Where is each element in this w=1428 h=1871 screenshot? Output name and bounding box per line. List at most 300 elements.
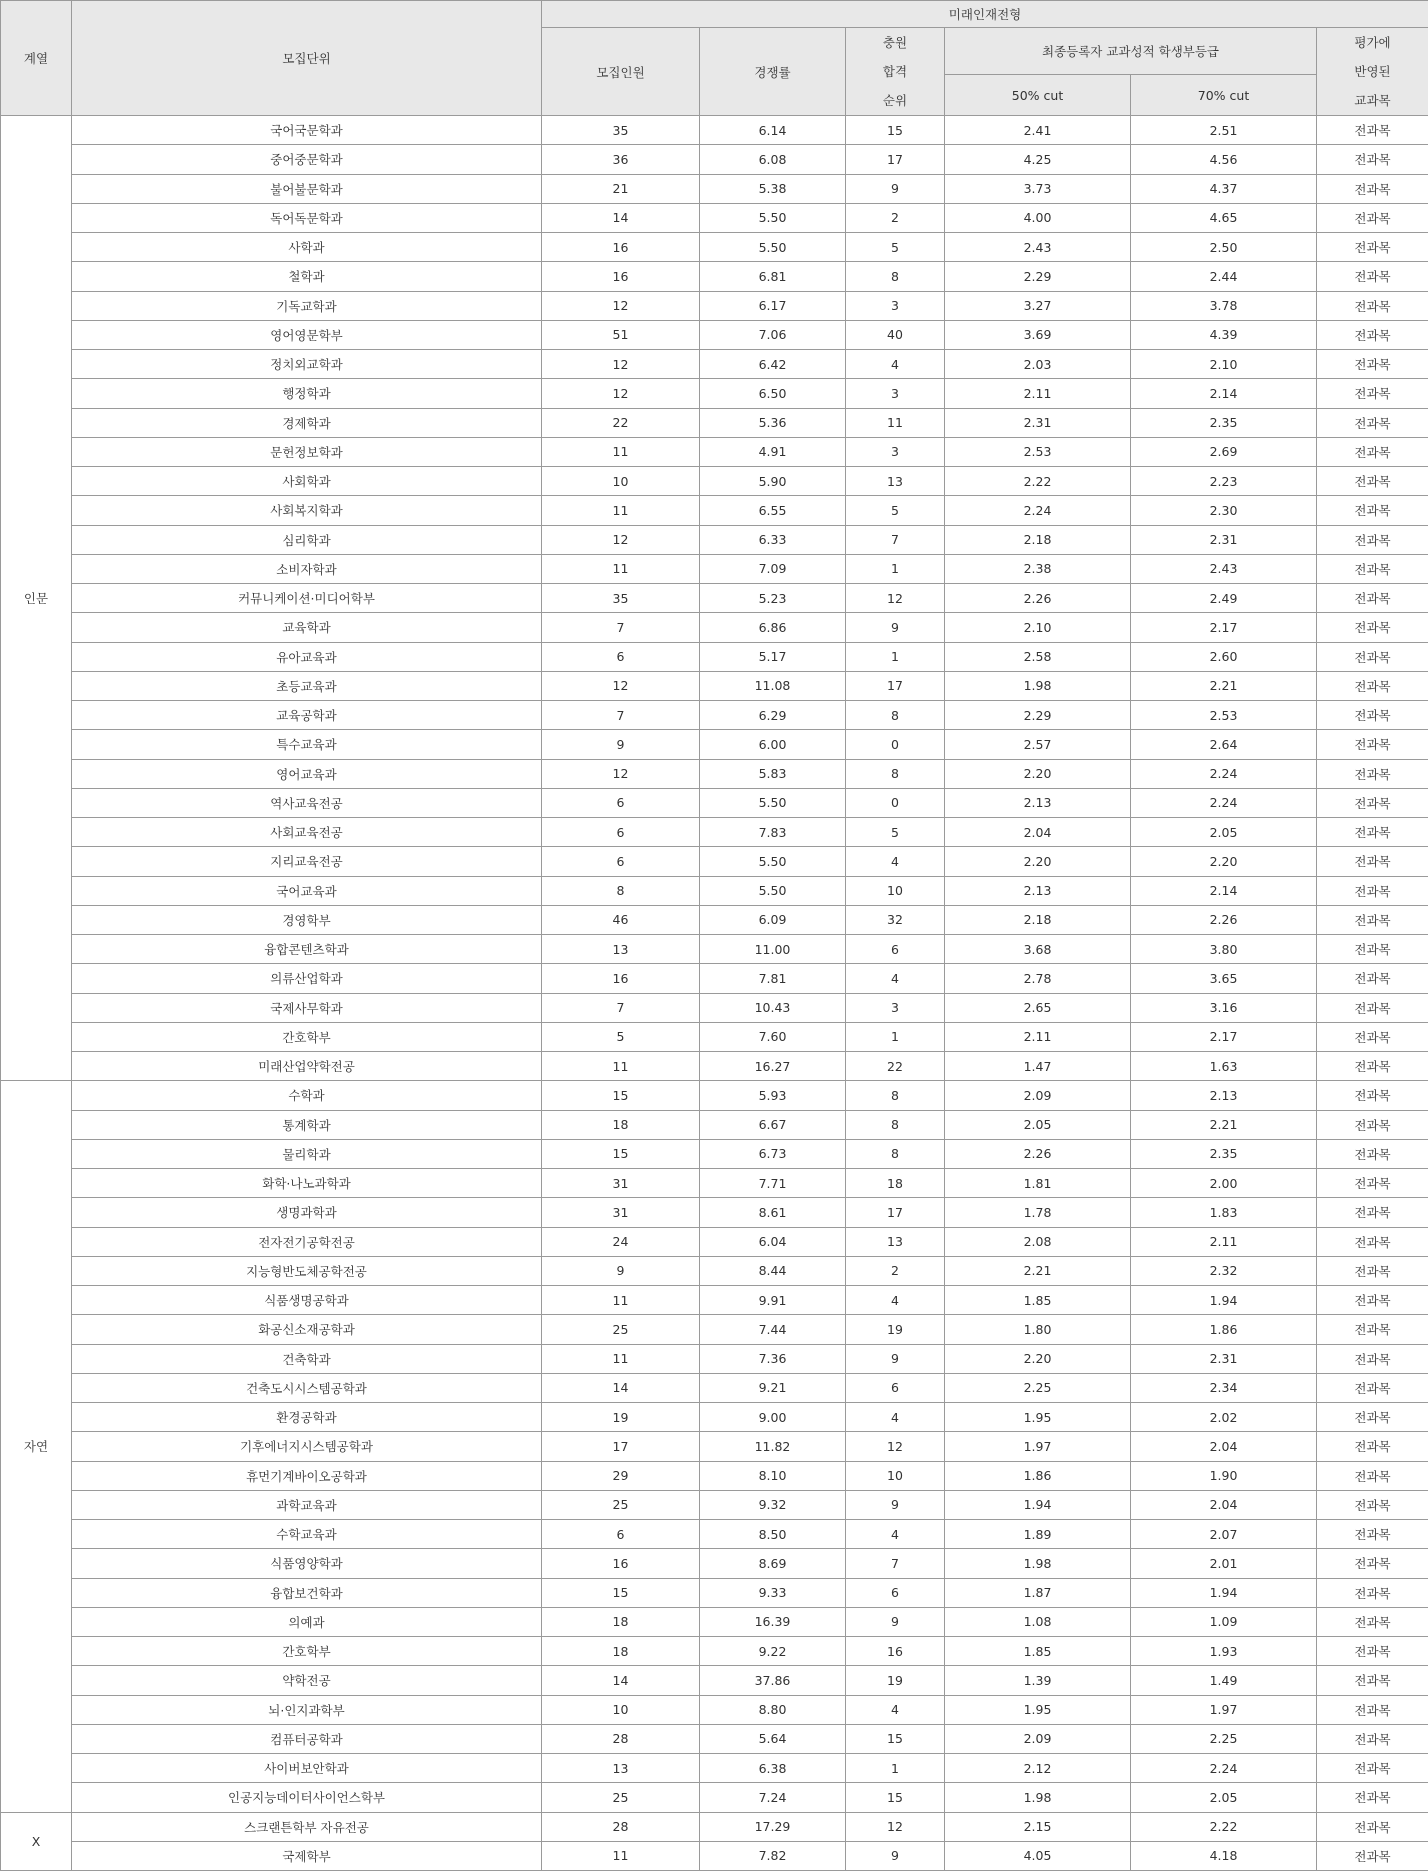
ratio-cell: 10.43: [700, 993, 846, 1022]
ratio-cell: 6.38: [700, 1754, 846, 1783]
table-row: [1, 935, 1428, 964]
table-row: [1, 1578, 1428, 1607]
cut70-cell: 1.97: [1131, 1695, 1317, 1724]
unit-cell: 생명과학과: [72, 1198, 542, 1227]
table-row: [1, 1461, 1428, 1490]
rank-cell: 8: [846, 759, 945, 788]
quota-cell: 10: [542, 1695, 700, 1724]
unit-cell: 독어독문학과: [72, 203, 542, 232]
table-row: [1, 1286, 1428, 1315]
subject-cell: 전과목: [1317, 1490, 1428, 1519]
cut70-cell: 3.65: [1131, 964, 1317, 993]
subject-cell: 전과목: [1317, 116, 1428, 145]
unit-cell: 국어교육과: [72, 876, 542, 905]
quota-cell: 12: [542, 525, 700, 554]
cut70-cell: 1.83: [1131, 1198, 1317, 1227]
table-row: [1, 1403, 1428, 1432]
rank-cell: 12: [846, 1432, 945, 1461]
ratio-cell: 8.61: [700, 1198, 846, 1227]
quota-cell: 19: [542, 1403, 700, 1432]
cut50-cell: 2.03: [945, 350, 1131, 379]
cut70-cell: 2.13: [1131, 1081, 1317, 1110]
quota-cell: 12: [542, 379, 700, 408]
ratio-cell: 6.09: [700, 905, 846, 934]
quota-cell: 18: [542, 1110, 700, 1139]
ratio-cell: 6.81: [700, 262, 846, 291]
subject-cell: 전과목: [1317, 554, 1428, 583]
ratio-cell: 5.50: [700, 203, 846, 232]
cut50-cell: 2.29: [945, 262, 1131, 291]
quota-cell: 25: [542, 1783, 700, 1812]
rank-cell: 4: [846, 1286, 945, 1315]
rank-cell: 13: [846, 467, 945, 496]
quota-cell: 36: [542, 145, 700, 174]
rank-cell: 1: [846, 642, 945, 671]
rank-cell: 6: [846, 935, 945, 964]
cut70-cell: 2.23: [1131, 467, 1317, 496]
cut70-cell: 2.50: [1131, 233, 1317, 262]
ratio-cell: 9.32: [700, 1490, 846, 1519]
rank-cell: 22: [846, 1052, 945, 1081]
unit-cell: 식품생명공학과: [72, 1286, 542, 1315]
cut50-cell: 2.18: [945, 525, 1131, 554]
quota-cell: 35: [542, 116, 700, 145]
cut70-cell: 3.16: [1131, 993, 1317, 1022]
cut50-cell: 4.25: [945, 145, 1131, 174]
rank-cell: 4: [846, 964, 945, 993]
cut50-cell: 2.78: [945, 964, 1131, 993]
table-row: [1, 1227, 1428, 1256]
ratio-cell: 7.71: [700, 1169, 846, 1198]
cut70-cell: 2.14: [1131, 379, 1317, 408]
ratio-cell: 7.83: [700, 818, 846, 847]
subject-cell: 전과목: [1317, 818, 1428, 847]
cut70-cell: 2.04: [1131, 1490, 1317, 1519]
unit-cell: 국제학부: [72, 1841, 542, 1870]
quota-cell: 17: [542, 1432, 700, 1461]
header-quota: 모집인원: [542, 28, 700, 116]
ratio-cell: 8.80: [700, 1695, 846, 1724]
ratio-cell: 5.50: [700, 233, 846, 262]
unit-cell: 국제사무학과: [72, 993, 542, 1022]
ratio-cell: 5.38: [700, 174, 846, 203]
group-cell: 자연: [1, 1081, 72, 1812]
unit-cell: 휴먼기계바이오공학과: [72, 1461, 542, 1490]
cut70-cell: 2.05: [1131, 818, 1317, 847]
table-row: [1, 876, 1428, 905]
unit-cell: 지리교육전공: [72, 847, 542, 876]
cut50-cell: 4.05: [945, 1841, 1131, 1870]
cut50-cell: 2.26: [945, 1139, 1131, 1168]
subject-cell: 전과목: [1317, 145, 1428, 174]
cut50-cell: 1.08: [945, 1607, 1131, 1636]
ratio-cell: 7.44: [700, 1315, 846, 1344]
cut70-cell: 4.37: [1131, 174, 1317, 203]
cut50-cell: 2.20: [945, 1344, 1131, 1373]
cut70-cell: 2.30: [1131, 496, 1317, 525]
ratio-cell: 9.21: [700, 1373, 846, 1402]
subject-cell: 전과목: [1317, 1461, 1428, 1490]
rank-cell: 17: [846, 1198, 945, 1227]
cut50-cell: 1.81: [945, 1169, 1131, 1198]
ratio-cell: 6.00: [700, 730, 846, 759]
unit-cell: 유아교육과: [72, 642, 542, 671]
rank-cell: 6: [846, 1578, 945, 1607]
unit-cell: 건축도시시스템공학과: [72, 1373, 542, 1402]
quota-cell: 8: [542, 876, 700, 905]
cut50-cell: 1.86: [945, 1461, 1131, 1490]
cut70-cell: 1.49: [1131, 1666, 1317, 1695]
quota-cell: 11: [542, 1344, 700, 1373]
rank-cell: 1: [846, 1022, 945, 1051]
header-group: 계열: [1, 1, 72, 116]
subject-cell: 전과목: [1317, 1666, 1428, 1695]
rank-cell: 3: [846, 291, 945, 320]
cut50-cell: 2.31: [945, 408, 1131, 437]
rank-cell: 3: [846, 993, 945, 1022]
rank-cell: 2: [846, 1256, 945, 1285]
ratio-cell: 4.91: [700, 437, 846, 466]
cut70-cell: 4.56: [1131, 145, 1317, 174]
cut70-cell: 2.34: [1131, 1373, 1317, 1402]
unit-cell: 문헌정보학과: [72, 437, 542, 466]
table-row: [1, 1812, 1428, 1841]
table-row: [1, 1724, 1428, 1753]
table-row: [1, 116, 1428, 145]
cut50-cell: 2.09: [945, 1081, 1131, 1110]
rank-cell: 7: [846, 525, 945, 554]
subject-cell: 전과목: [1317, 1783, 1428, 1812]
ratio-cell: 6.33: [700, 525, 846, 554]
unit-cell: 컴퓨터공학과: [72, 1724, 542, 1753]
ratio-cell: 8.69: [700, 1549, 846, 1578]
cut70-cell: 2.60: [1131, 642, 1317, 671]
quota-cell: 31: [542, 1198, 700, 1227]
subject-cell: 전과목: [1317, 701, 1428, 730]
quota-cell: 35: [542, 584, 700, 613]
cut50-cell: 2.11: [945, 1022, 1131, 1051]
table-row: [1, 496, 1428, 525]
ratio-cell: 6.86: [700, 613, 846, 642]
quota-cell: 14: [542, 1666, 700, 1695]
cut50-cell: 2.12: [945, 1754, 1131, 1783]
quota-cell: 29: [542, 1461, 700, 1490]
unit-cell: 간호학부: [72, 1022, 542, 1051]
quota-cell: 21: [542, 174, 700, 203]
unit-cell: 수학교육과: [72, 1520, 542, 1549]
unit-cell: 인공지능데이터사이언스학부: [72, 1783, 542, 1812]
table-row: [1, 1315, 1428, 1344]
header-unit: 모집단위: [72, 1, 542, 116]
table-row: [1, 525, 1428, 554]
cut50-cell: 1.80: [945, 1315, 1131, 1344]
cut50-cell: 1.94: [945, 1490, 1131, 1519]
table-row: [1, 291, 1428, 320]
subject-cell: 전과목: [1317, 642, 1428, 671]
ratio-cell: 8.44: [700, 1256, 846, 1285]
rank-cell: 8: [846, 701, 945, 730]
unit-cell: 소비자학과: [72, 554, 542, 583]
quota-cell: 11: [542, 496, 700, 525]
rank-cell: 18: [846, 1169, 945, 1198]
cut50-cell: 2.65: [945, 993, 1131, 1022]
rank-cell: 4: [846, 1695, 945, 1724]
unit-cell: 커뮤니케이션·미디어학부: [72, 584, 542, 613]
cut70-cell: 2.11: [1131, 1227, 1317, 1256]
cut50-cell: 2.58: [945, 642, 1131, 671]
header-cut70: 70% cut: [1131, 75, 1317, 116]
unit-cell: 중어중문학과: [72, 145, 542, 174]
unit-cell: 초등교육과: [72, 671, 542, 700]
header-rank: 충원 합격 순위: [846, 28, 945, 116]
cut70-cell: 4.39: [1131, 320, 1317, 349]
subject-cell: 전과목: [1317, 1841, 1428, 1870]
quota-cell: 25: [542, 1315, 700, 1344]
subject-cell: 전과목: [1317, 1286, 1428, 1315]
quota-cell: 24: [542, 1227, 700, 1256]
cut50-cell: 1.47: [945, 1052, 1131, 1081]
rank-cell: 4: [846, 1520, 945, 1549]
quota-cell: 12: [542, 759, 700, 788]
cut50-cell: 2.20: [945, 847, 1131, 876]
subject-cell: 전과목: [1317, 1403, 1428, 1432]
cut50-cell: 2.24: [945, 496, 1131, 525]
cut70-cell: 1.09: [1131, 1607, 1317, 1636]
table-row: [1, 1373, 1428, 1402]
table-row: [1, 262, 1428, 291]
rank-cell: 9: [846, 1841, 945, 1870]
table-row: [1, 759, 1428, 788]
rank-cell: 0: [846, 788, 945, 817]
table-row: [1, 993, 1428, 1022]
rank-cell: 12: [846, 584, 945, 613]
unit-cell: 철학과: [72, 262, 542, 291]
table-row: [1, 671, 1428, 700]
cut50-cell: 1.85: [945, 1286, 1131, 1315]
unit-cell: 교육학과: [72, 613, 542, 642]
unit-cell: 심리학과: [72, 525, 542, 554]
quota-cell: 28: [542, 1812, 700, 1841]
rank-cell: 9: [846, 1344, 945, 1373]
table-row: [1, 818, 1428, 847]
cut70-cell: 2.35: [1131, 408, 1317, 437]
cut50-cell: 1.89: [945, 1520, 1131, 1549]
ratio-cell: 16.27: [700, 1052, 846, 1081]
rank-cell: 3: [846, 379, 945, 408]
quota-cell: 11: [542, 1286, 700, 1315]
unit-cell: 뇌·인지과학부: [72, 1695, 542, 1724]
ratio-cell: 11.08: [700, 671, 846, 700]
quota-cell: 16: [542, 1549, 700, 1578]
unit-cell: 물리학과: [72, 1139, 542, 1168]
table-row: [1, 1081, 1428, 1110]
cut70-cell: 2.05: [1131, 1783, 1317, 1812]
table-row: [1, 730, 1428, 759]
table-row: [1, 1432, 1428, 1461]
ratio-cell: 5.93: [700, 1081, 846, 1110]
quota-cell: 7: [542, 701, 700, 730]
rank-cell: 9: [846, 1607, 945, 1636]
cut50-cell: 1.97: [945, 1432, 1131, 1461]
table-row: [1, 350, 1428, 379]
cut70-cell: 2.20: [1131, 847, 1317, 876]
subject-cell: 전과목: [1317, 203, 1428, 232]
cut50-cell: 2.25: [945, 1373, 1131, 1402]
quota-cell: 11: [542, 437, 700, 466]
cut50-cell: 2.43: [945, 233, 1131, 262]
ratio-cell: 6.50: [700, 379, 846, 408]
quota-cell: 7: [542, 613, 700, 642]
unit-cell: 경영학부: [72, 905, 542, 934]
table-row: [1, 437, 1428, 466]
subject-cell: 전과목: [1317, 1110, 1428, 1139]
unit-cell: 교육공학과: [72, 701, 542, 730]
unit-cell: 특수교육과: [72, 730, 542, 759]
cut70-cell: 2.00: [1131, 1169, 1317, 1198]
table-row: [1, 1052, 1428, 1081]
cut50-cell: 2.08: [945, 1227, 1131, 1256]
subject-cell: 전과목: [1317, 467, 1428, 496]
rank-cell: 6: [846, 1373, 945, 1402]
cut70-cell: 2.31: [1131, 1344, 1317, 1373]
ratio-cell: 17.29: [700, 1812, 846, 1841]
table-row: [1, 1344, 1428, 1373]
quota-cell: 18: [542, 1607, 700, 1636]
unit-cell: 화학·나노과학과: [72, 1169, 542, 1198]
unit-cell: 수학과: [72, 1081, 542, 1110]
rank-cell: 8: [846, 1110, 945, 1139]
cut70-cell: 2.21: [1131, 1110, 1317, 1139]
table-row: [1, 1666, 1428, 1695]
rank-cell: 15: [846, 1783, 945, 1812]
rank-cell: 12: [846, 1812, 945, 1841]
subject-cell: 전과목: [1317, 174, 1428, 203]
cut50-cell: 2.05: [945, 1110, 1131, 1139]
cut50-cell: 2.18: [945, 905, 1131, 934]
cut70-cell: 2.51: [1131, 116, 1317, 145]
unit-cell: 행정학과: [72, 379, 542, 408]
subject-cell: 전과목: [1317, 1549, 1428, 1578]
table-row: [1, 613, 1428, 642]
cut70-cell: 3.78: [1131, 291, 1317, 320]
subject-cell: 전과목: [1317, 379, 1428, 408]
unit-cell: 지능형반도체공학전공: [72, 1256, 542, 1285]
table-row: [1, 1607, 1428, 1636]
subject-cell: 전과목: [1317, 1578, 1428, 1607]
subject-cell: 전과목: [1317, 1227, 1428, 1256]
subject-cell: 전과목: [1317, 1344, 1428, 1373]
subject-cell: 전과목: [1317, 1373, 1428, 1402]
subject-cell: 전과목: [1317, 1139, 1428, 1168]
rank-cell: 10: [846, 1461, 945, 1490]
subject-cell: 전과목: [1317, 1198, 1428, 1227]
rank-cell: 16: [846, 1637, 945, 1666]
cut50-cell: 2.21: [945, 1256, 1131, 1285]
table-row: [1, 145, 1428, 174]
rank-cell: 7: [846, 1549, 945, 1578]
rank-cell: 40: [846, 320, 945, 349]
table-row: [1, 847, 1428, 876]
cut70-cell: 2.49: [1131, 584, 1317, 613]
subject-cell: 전과목: [1317, 262, 1428, 291]
cut50-cell: 1.98: [945, 1783, 1131, 1812]
unit-cell: 영어교육과: [72, 759, 542, 788]
group-cell: 인문: [1, 116, 72, 1081]
subject-cell: 전과목: [1317, 759, 1428, 788]
rank-cell: 8: [846, 1081, 945, 1110]
table-row: [1, 701, 1428, 730]
cut70-cell: 4.18: [1131, 1841, 1317, 1870]
cut70-cell: 2.31: [1131, 525, 1317, 554]
cut50-cell: 3.68: [945, 935, 1131, 964]
quota-cell: 18: [542, 1637, 700, 1666]
cut50-cell: 2.38: [945, 554, 1131, 583]
ratio-cell: 9.33: [700, 1578, 846, 1607]
rank-cell: 3: [846, 437, 945, 466]
quota-cell: 14: [542, 1373, 700, 1402]
cut50-cell: 2.29: [945, 701, 1131, 730]
rank-cell: 15: [846, 1724, 945, 1753]
unit-cell: 환경공학과: [72, 1403, 542, 1432]
unit-cell: 국어국문학과: [72, 116, 542, 145]
rank-cell: 19: [846, 1666, 945, 1695]
cut50-cell: 1.39: [945, 1666, 1131, 1695]
subject-cell: 전과목: [1317, 1812, 1428, 1841]
cut50-cell: 2.57: [945, 730, 1131, 759]
table-row: [1, 1637, 1428, 1666]
quota-cell: 51: [542, 320, 700, 349]
quota-cell: 10: [542, 467, 700, 496]
cut70-cell: 2.26: [1131, 905, 1317, 934]
unit-cell: 의류산업학과: [72, 964, 542, 993]
cut70-cell: 2.24: [1131, 1754, 1317, 1783]
rank-cell: 4: [846, 847, 945, 876]
cut70-cell: 3.80: [1131, 935, 1317, 964]
unit-cell: 사이버보안학과: [72, 1754, 542, 1783]
quota-cell: 11: [542, 1052, 700, 1081]
cut70-cell: 2.21: [1131, 671, 1317, 700]
ratio-cell: 5.36: [700, 408, 846, 437]
cut50-cell: 2.11: [945, 379, 1131, 408]
rank-cell: 1: [846, 554, 945, 583]
cut50-cell: 2.22: [945, 467, 1131, 496]
rank-cell: 15: [846, 116, 945, 145]
ratio-cell: 5.83: [700, 759, 846, 788]
subject-cell: 전과목: [1317, 876, 1428, 905]
unit-cell: 건축학과: [72, 1344, 542, 1373]
subject-cell: 전과목: [1317, 320, 1428, 349]
cut70-cell: 2.32: [1131, 1256, 1317, 1285]
quota-cell: 28: [542, 1724, 700, 1753]
rank-cell: 17: [846, 145, 945, 174]
quota-cell: 16: [542, 964, 700, 993]
table-row: [1, 467, 1428, 496]
unit-cell: 영어영문학부: [72, 320, 542, 349]
ratio-cell: 8.10: [700, 1461, 846, 1490]
table-row: [1, 788, 1428, 817]
subject-cell: 전과목: [1317, 935, 1428, 964]
cut50-cell: 3.27: [945, 291, 1131, 320]
ratio-cell: 7.36: [700, 1344, 846, 1373]
ratio-cell: 6.29: [700, 701, 846, 730]
cut50-cell: 2.20: [945, 759, 1131, 788]
cut70-cell: 2.01: [1131, 1549, 1317, 1578]
unit-cell: 융합보건학과: [72, 1578, 542, 1607]
quota-cell: 16: [542, 262, 700, 291]
table-row: [1, 233, 1428, 262]
cut50-cell: 2.13: [945, 876, 1131, 905]
quota-cell: 11: [542, 1841, 700, 1870]
